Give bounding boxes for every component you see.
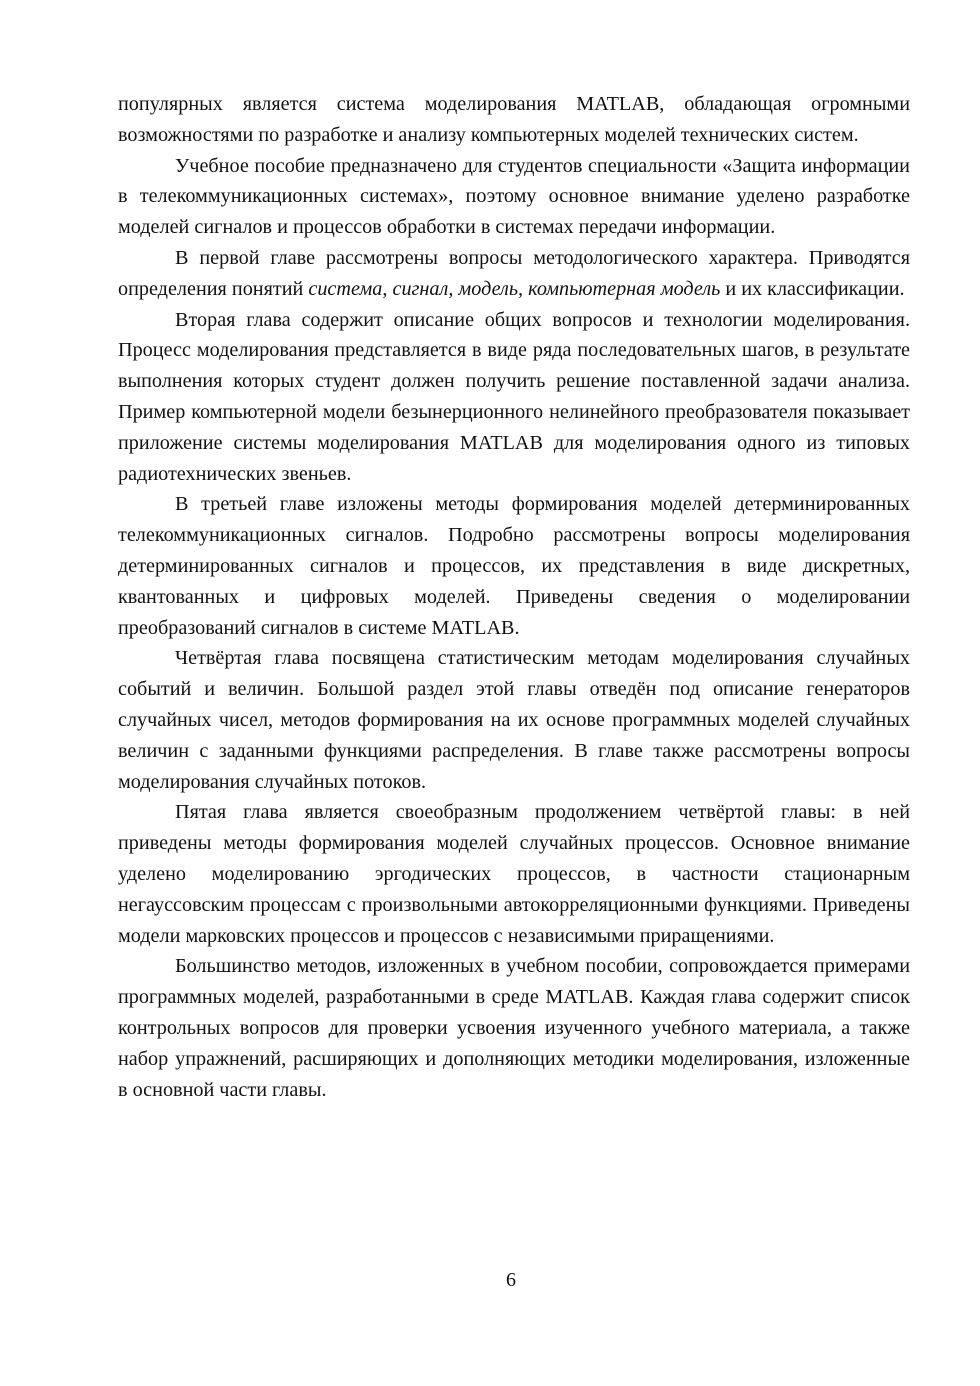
paragraph-chapter-4: Четвёртая глава посвящена статистическим методам моделирования случайных событий и величин. Большой раздел этой главы отведён под описание генераторов случайных чисел, методов формирования на их основе программных моделей случайных величин с заданными функциями распределения. В главе также рассмотрены вопросы моделирования случайных потоков. — [118, 647, 910, 793]
document-body — [118, 89, 910, 1105]
paragraph-chapter-2: Вторая глава содержит описание общих вопросов и технологии моделирования. Процесс моделирования представляется в виде ряда последовательных шагов, в результате выполнения которых студент должен получить решение поставленной задачи анализа. Пример компьютерной модели безынерционного нелинейного преобразователя показывает приложение системы моделирования MATLAB для моделирования одного из типовых радиотехнических звеньев. — [118, 308, 910, 485]
paragraph-chapter-1 — [118, 243, 910, 305]
page-number: 6 — [506, 1269, 516, 1291]
separator: , — [518, 277, 529, 300]
term-system: система — [308, 277, 383, 300]
term-signal: сигнал — [392, 277, 449, 300]
paragraph-chapter-5: Пятая глава является своеобразным продолжением четвёртой главы: в ней приведены методы формирования моделей случайных процессов. Основное внимание уделено моделированию эргодических процессов, в частности стационарным негауссовским процессам с произвольными автокорреляционными функциями. Приведены модели марковских процессов и процессов с независимыми приращениями. — [118, 801, 910, 947]
paragraph-summary: Большинство методов, изложенных в учебном пособии, сопровождается примерами программных моделей, разработанными в среде MATLAB. Каждая глава содержит список контрольных вопросов для проверки усвоения изученного учебного материала, а также набор упражнений, расширяющих и дополняющих методики моделирования, изложенные в основной части главы. — [118, 955, 910, 1101]
separator: , — [448, 277, 459, 300]
paragraph-continuation: популярных является система моделирования MATLAB, обладающая огромными возможностями по разработке и анализу компьютерных моделей технических систем. — [118, 93, 910, 146]
term-computer-model: компьютерная модель — [528, 277, 721, 300]
paragraph-chapter-3: В третьей главе изложены методы формирования моделей детерминированных телекоммуникационных сигналов. Подробно рассмотрены вопросы моделирования детерминированных сигналов и процессов, их представления в виде дискретных, квантованных и цифровых моделей. Приведены сведения о моделировании преобразований сигналов в системе MATLAB. — [118, 493, 910, 639]
paragraph-audience: Учебное пособие предназначено для студентов специальности «Защита информации в телекоммуникационных системах», поэтому основное внимание уделено разработке моделей сигналов и процессов обработки в системах передачи информации. — [118, 154, 910, 239]
chapter-1-text-start: В первой главе рассмотрены вопросы методологического характера. Приводятся определения понятий — [118, 246, 910, 300]
term-model: модель — [458, 277, 519, 300]
separator: , — [382, 277, 393, 300]
chapter-1-text-end: и их классификации. — [720, 277, 905, 300]
